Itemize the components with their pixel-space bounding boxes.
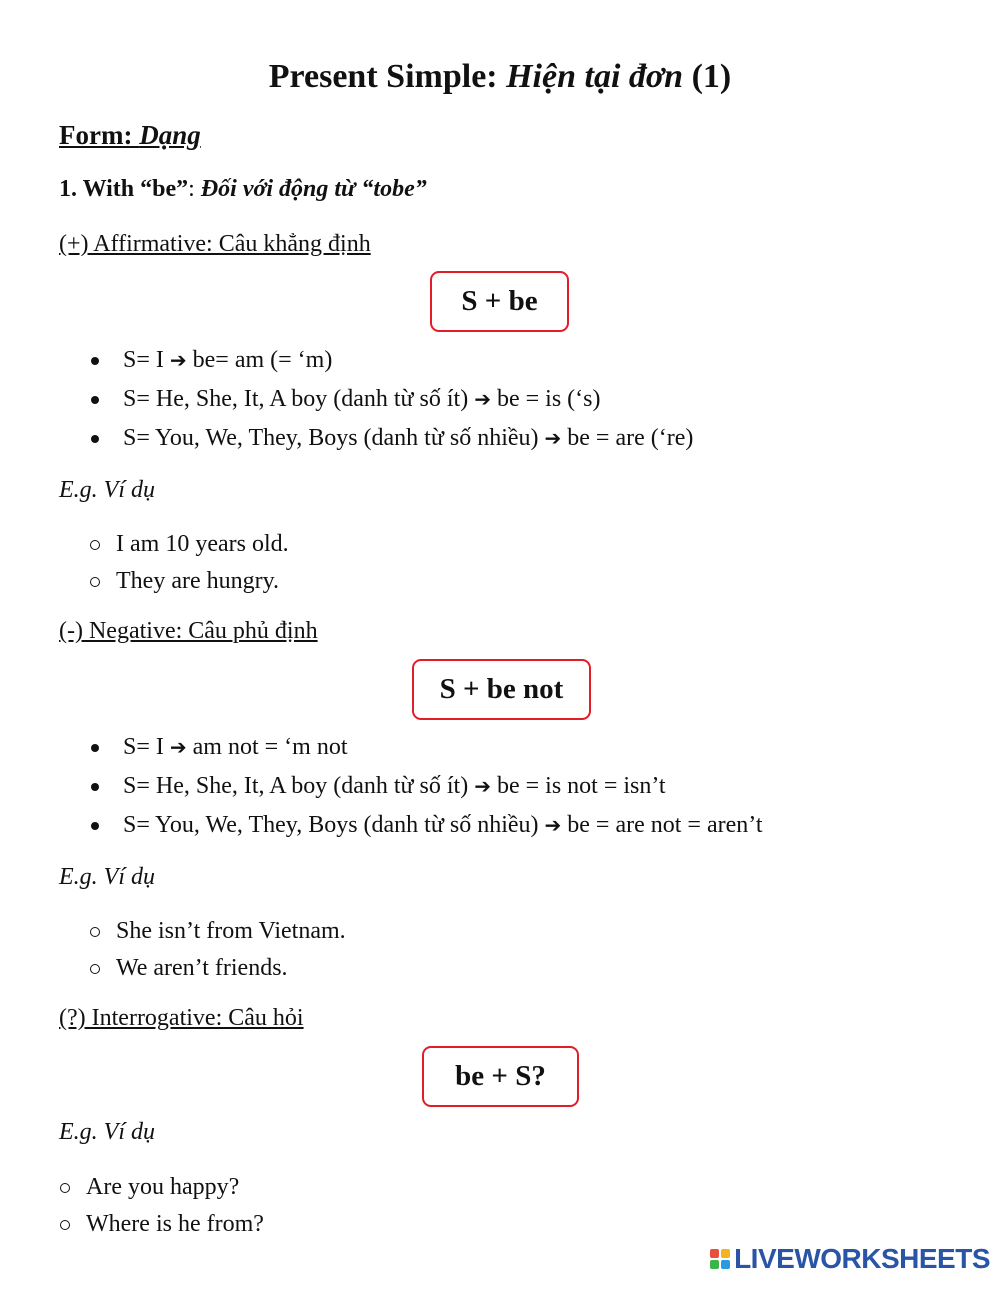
arrow-right-icon: ➔: [474, 774, 491, 798]
logo-wordmark: LIVEWORKSHEETS: [734, 1243, 990, 1274]
circle-bullet-icon: [60, 1220, 70, 1230]
bullet-icon: [91, 435, 99, 443]
affirmative-rules: [85, 341, 693, 458]
arrow-right-icon: ➔: [169, 735, 187, 759]
negative-heading: (-) Negative: Câu phủ định: [59, 618, 318, 644]
rule-item: S= He, She, It, A boy (danh từ số ít) ➔ be = is (‘s): [85, 380, 693, 419]
example-item: I am 10 years old.: [90, 526, 289, 563]
arrow-right-icon: ➔: [169, 348, 187, 372]
interrogative-heading: (?) Interrogative: Câu hỏi: [59, 1005, 304, 1031]
circle-bullet-icon: [90, 577, 100, 587]
circle-bullet-icon: [90, 927, 100, 937]
negative-eg-label: E.g. Ví dụ: [59, 864, 155, 890]
rule-item: S= I ➔ am not = ‘m not: [85, 728, 763, 767]
negative-rules: [85, 728, 763, 845]
interrogative-eg-label: E.g. Ví dụ: [59, 1119, 155, 1145]
example-item: She isn’t from Vietnam.: [90, 913, 346, 950]
circle-bullet-icon: [90, 540, 100, 550]
rule-item: S= You, We, They, Boys (danh từ số nhiều) ➔ be = are (‘re): [85, 419, 693, 458]
interrogative-examples: [60, 1169, 264, 1243]
affirmative-eg-label: E.g. Ví dụ: [59, 477, 155, 503]
rule-item: S= I ➔ be= am (= ‘m): [85, 341, 693, 380]
affirmative-heading: (+) Affirmative: Câu khẳng định: [59, 231, 371, 257]
bullet-icon: [91, 396, 99, 404]
arrow-right-icon: ➔: [544, 426, 562, 450]
arrow-right-icon: ➔: [474, 387, 491, 411]
negative-examples: [90, 913, 346, 987]
be-subheading: 1. With “be”: Đối với động từ “tobe”: [59, 176, 427, 202]
affirmative-formula-box: S + be: [430, 271, 569, 332]
rule-item: S= You, We, They, Boys (danh từ số nhiều) ➔ be = are not = aren’t: [85, 806, 763, 845]
liveworksheets-logo: [710, 1243, 990, 1275]
bullet-icon: [91, 744, 99, 752]
negative-formula-box: S + be not: [412, 659, 591, 720]
page-title: Present Simple: Hiện tại đơn (1): [268, 58, 732, 95]
circle-bullet-icon: [90, 964, 100, 974]
circle-bullet-icon: [60, 1183, 70, 1193]
example-item: They are hungry.: [90, 563, 289, 600]
arrow-right-icon: ➔: [544, 813, 562, 837]
interrogative-formula-box: be + S?: [422, 1046, 579, 1107]
bullet-icon: [91, 357, 99, 365]
bullet-icon: [91, 783, 99, 791]
bullet-icon: [91, 822, 99, 830]
form-heading: Form: Dạng: [59, 120, 201, 150]
example-item: We aren’t friends.: [90, 950, 346, 987]
affirmative-examples: [90, 526, 289, 600]
example-item: Where is he from?: [60, 1206, 264, 1243]
example-item: Are you happy?: [60, 1169, 264, 1206]
logo-mark-icon: [710, 1249, 730, 1269]
rule-item: S= He, She, It, A boy (danh từ số ít) ➔ be = is not = isn’t: [85, 767, 763, 806]
